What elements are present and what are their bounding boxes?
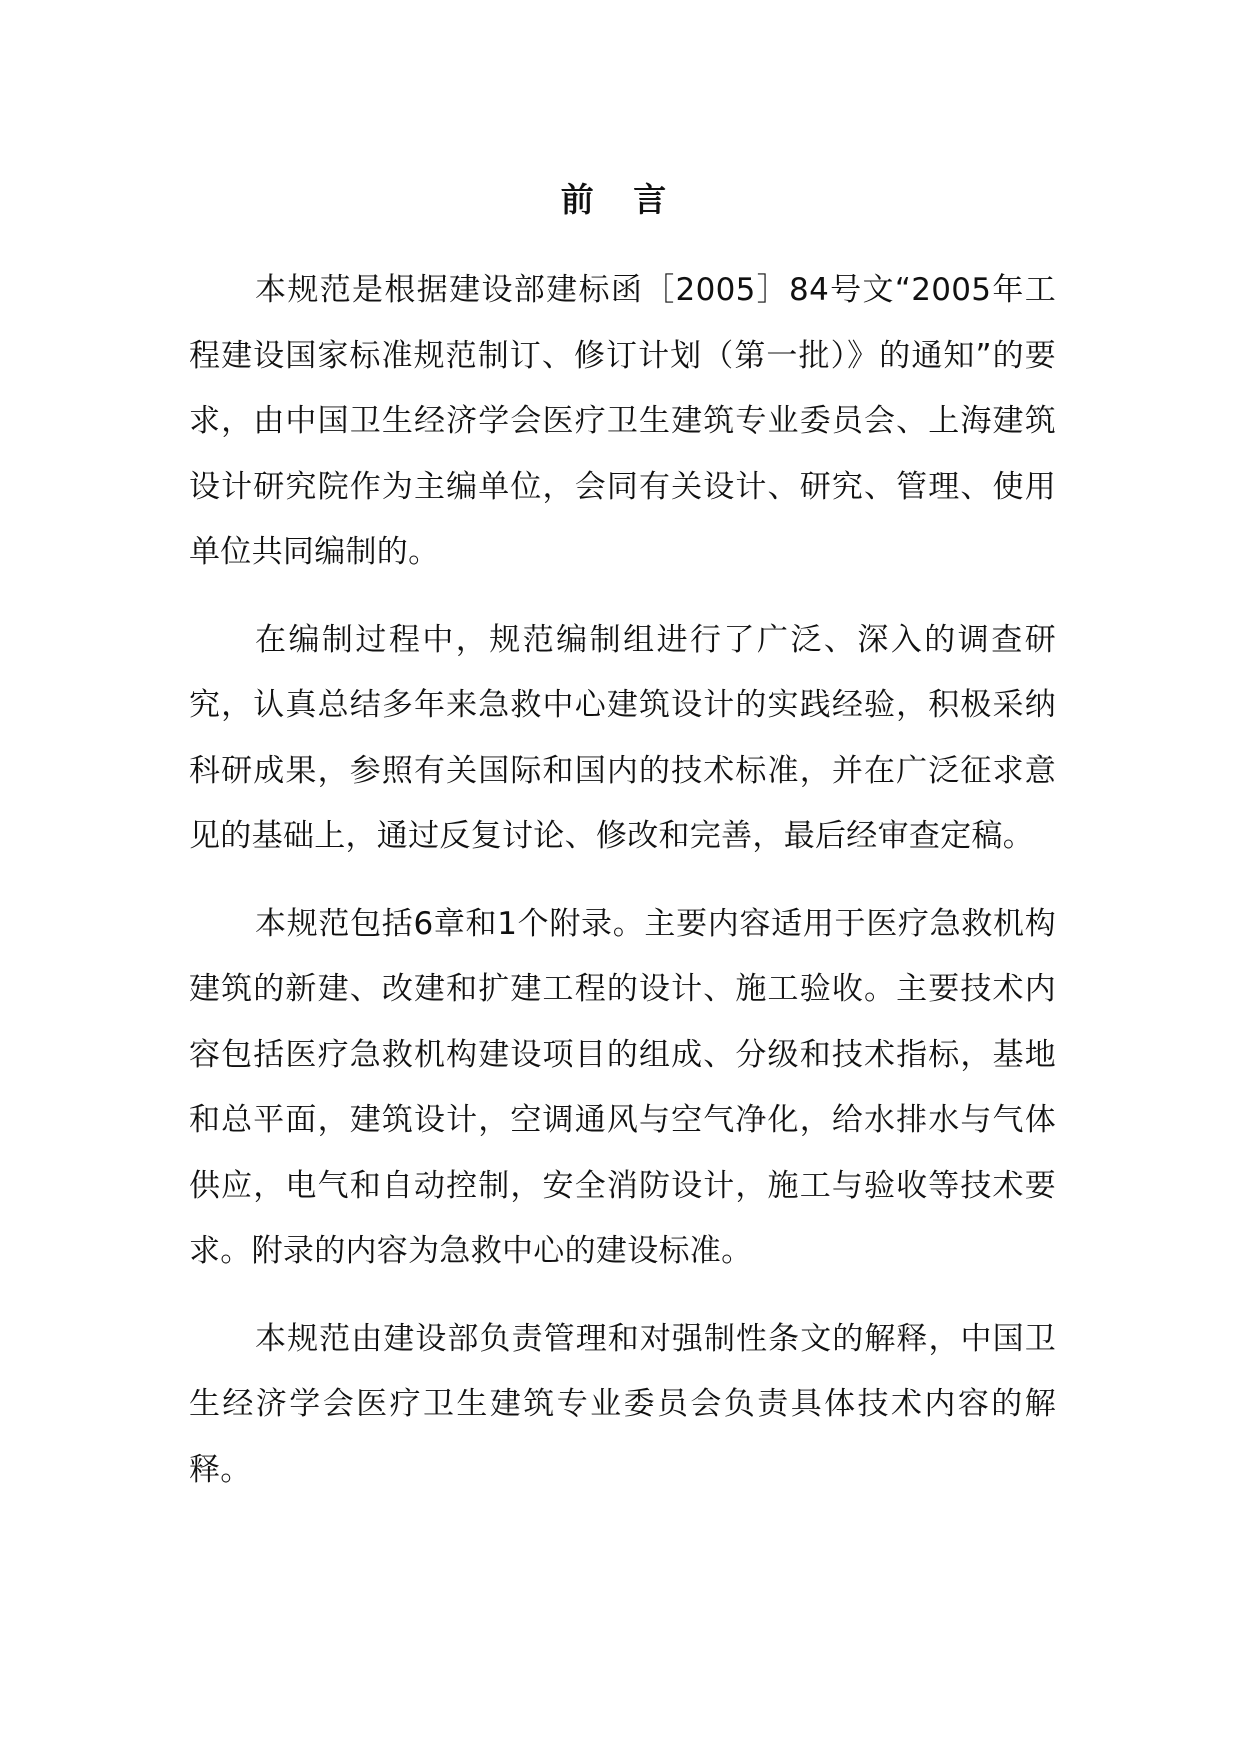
- paragraph-3: 本规范包括6章和1个附录。主要内容适用于医疗急救机构建筑的新建、改建和扩建工程的设计、施工验收。主要技术内容包括医疗急救机构建设项目的组成、分级和技术指标，基地和总平面，建筑设计，空调通风与空气净化，给水排水与气体供应，电气和自动控制，安全消防设计，施工与验收等技术要求。附录的内容为急救中心的建设标准。: [189, 905, 1056, 1269]
- page-title: 前 言: [560, 180, 681, 219]
- document-body: [189, 258, 1056, 1525]
- paragraph-2: 在编制过程中，规范编制组进行了广泛、深入的调查研究，认真总结多年来急救中心建筑设计的实践经验，积极采纳科研成果，参照有关国际和国内的技术标准，并在广泛征求意见的基础上，通过反复讨论、修改和完善，最后经审查定稿。: [189, 621, 1056, 854]
- paragraph-4: 本规范由建设部负责管理和对强制性条文的解释，中国卫生经济学会医疗卫生建筑专业委员会负责具体技术内容的解释。: [189, 1320, 1056, 1488]
- paragraph-1: 本规范是根据建设部建标函［2005］84号文“2005年工程建设国家标准规范制订、修订计划（第一批）》的通知”的要求，由中国卫生经济学会医疗卫生建筑专业委员会、上海建筑设计研究院作为主编单位，会同有关设计、研究、管理、使用单位共同编制的。: [189, 272, 1056, 570]
